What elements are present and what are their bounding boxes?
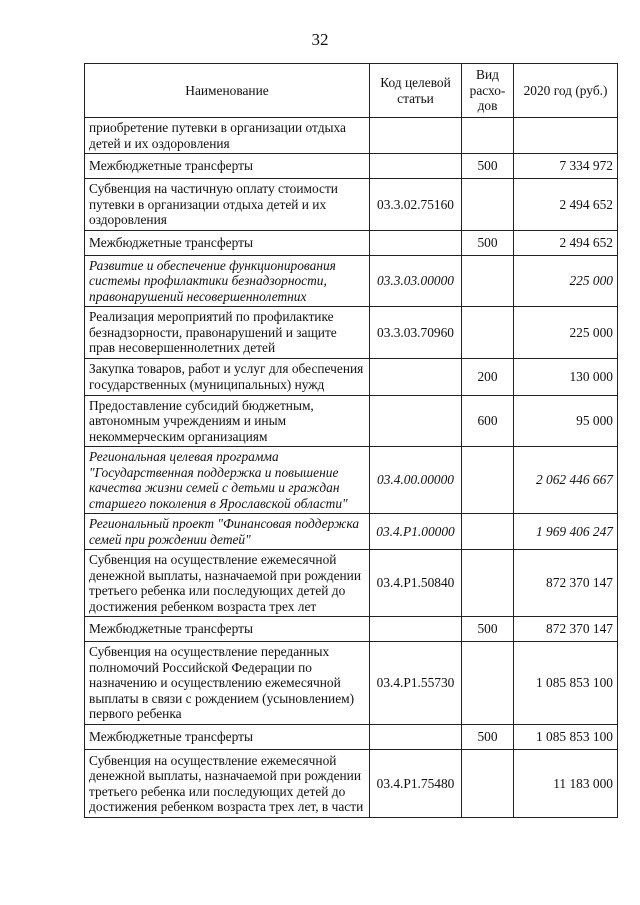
row-amount: 2 494 652 [514,230,618,255]
row-code [370,230,462,255]
row-kind [462,255,514,307]
row-kind [462,642,514,725]
row-kind [462,118,514,154]
row-name: Межбюджетные трансферты [85,617,370,642]
row-amount: 1 969 406 247 [514,514,618,550]
row-kind: 500 [462,725,514,750]
row-name: Субвенция на частичную оплату стоимости путевки в организации отдыха детей и их оздоровления [85,179,370,231]
row-name: Субвенция на осуществление ежемесячной денежной выплаты, назначаемой при рождении третьего ребенка или последующих детей до достижения ребенком возраста трех лет [85,550,370,617]
row-code: 03.4.P1.50840 [370,550,462,617]
table-header-row [85,64,618,118]
row-kind [462,750,514,818]
row-kind: 500 [462,154,514,179]
row-name: Закупка товаров, работ и услуг для обеспечения государственных (муниципальных) нужд [85,358,370,395]
row-code [370,617,462,642]
row-name: Межбюджетные трансферты [85,725,370,750]
table-row [85,642,618,725]
row-code [370,358,462,395]
table-row [85,750,618,818]
row-kind: 200 [462,358,514,395]
row-name: Региональная целевая программа "Государственная поддержка и повышение качества жизни семей с детьми и граждан старшего поколения в Ярославской области" [85,447,370,514]
table-row [85,307,618,359]
row-code [370,118,462,154]
row-amount: 872 370 147 [514,550,618,617]
row-amount: 225 000 [514,307,618,359]
row-kind: 500 [462,617,514,642]
table-row [85,230,618,255]
row-amount: 2 062 446 667 [514,447,618,514]
row-name: Межбюджетные трансферты [85,230,370,255]
page-number: 32 [311,30,329,49]
row-name: Межбюджетные трансферты [85,154,370,179]
row-code: 03.4.P1.55730 [370,642,462,725]
row-amount: 1 085 853 100 [514,725,618,750]
row-code [370,395,462,447]
row-kind [462,447,514,514]
row-code [370,154,462,179]
header-name: Наименование [85,64,370,118]
row-amount: 872 370 147 [514,617,618,642]
header-code: Код целевой статьи [370,64,462,118]
row-code: 03.3.03.00000 [370,255,462,307]
table-row [85,358,618,395]
row-name: приобретение путевки в организации отдыха детей и их оздоровления [85,118,370,154]
row-code: 03.4.P1.75480 [370,750,462,818]
row-amount [514,118,618,154]
table-row [85,550,618,617]
row-code [370,725,462,750]
budget-table [84,63,618,818]
row-kind: 500 [462,230,514,255]
row-amount: 130 000 [514,358,618,395]
table-row [85,447,618,514]
table-row [85,118,618,154]
header-kind: Вид расхо-дов [462,64,514,118]
row-amount: 7 334 972 [514,154,618,179]
table-row [85,514,618,550]
table-row [85,395,618,447]
table-row [85,179,618,231]
row-name: Региональный проект "Финансовая поддержка семей при рождении детей" [85,514,370,550]
row-name: Развитие и обеспечение функционирования системы профилактики безнадзорности, правонарушений несовершеннолетних [85,255,370,307]
table-row [85,255,618,307]
row-amount: 11 183 000 [514,750,618,818]
row-name: Субвенция на осуществление ежемесячной денежной выплаты, назначаемой при рождении третьего ребенка или последующих детей до достижения ребенком возраста трех лет, в части [85,750,370,818]
row-name: Субвенция на осуществление переданных полномочий Российской Федерации по назначению и осуществлению ежемесячной выплаты в связи с рождением (усыновлением) первого ребенка [85,642,370,725]
row-kind: 600 [462,395,514,447]
row-code: 03.4.P1.00000 [370,514,462,550]
header-amount: 2020 год (руб.) [514,64,618,118]
table-row [85,617,618,642]
row-amount: 2 494 652 [514,179,618,231]
row-kind [462,179,514,231]
row-code: 03.4.00.00000 [370,447,462,514]
row-code: 03.3.02.75160 [370,179,462,231]
row-name: Реализация мероприятий по профилактике безнадзорности, правонарушений и защите прав несовершеннолетних детей [85,307,370,359]
row-kind [462,550,514,617]
row-name: Предоставление субсидий бюджетным, автономным учреждениям и иным некоммерческим организациям [85,395,370,447]
row-amount: 225 000 [514,255,618,307]
table-row [85,725,618,750]
row-amount: 95 000 [514,395,618,447]
row-code: 03.3.03.70960 [370,307,462,359]
row-kind [462,307,514,359]
row-kind [462,514,514,550]
row-amount: 1 085 853 100 [514,642,618,725]
table-row [85,154,618,179]
